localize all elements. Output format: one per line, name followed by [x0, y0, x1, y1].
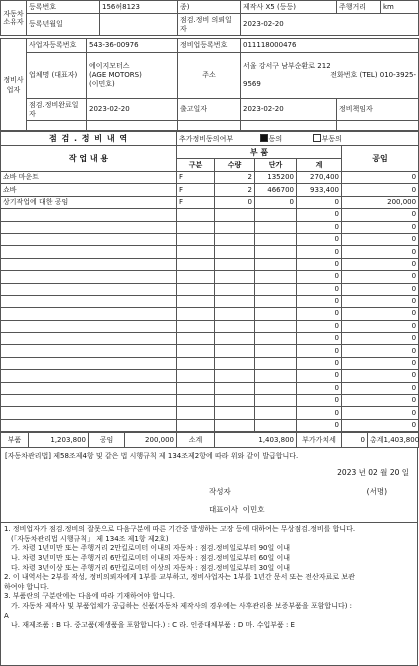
- vat-label: 부가가치세: [297, 433, 342, 448]
- cell-labor: 0: [342, 308, 419, 320]
- cell-qty: [215, 308, 255, 320]
- cell-qty: [215, 320, 255, 332]
- table-row: [1, 333, 419, 345]
- ceo-name: 이민호: [242, 505, 265, 515]
- note-line: A: [4, 611, 9, 620]
- writer-label: 작성자: [209, 487, 231, 497]
- company-name-en: (AGE MOTORS): [89, 70, 142, 79]
- cell-kind: [177, 295, 215, 307]
- cell-kind: [177, 382, 215, 394]
- cell-price: [255, 382, 297, 394]
- cell-price: [255, 370, 297, 382]
- reg-number-value: 156허8123: [100, 1, 178, 14]
- labor-total-value: 200,000: [125, 433, 177, 448]
- cell-price: 466700: [255, 184, 297, 196]
- cell-work: [1, 345, 177, 357]
- cell-price: 0: [255, 196, 297, 208]
- cell-qty: 0: [215, 196, 255, 208]
- biz-number-value: 543-36-00976: [87, 39, 178, 53]
- table-row: [1, 196, 419, 208]
- subtotal-value: 1,403,800: [215, 433, 297, 448]
- note-line: 2. 이 내역서는 2부를 작성, 정비의뢰자에게 1부를 교부하고, 정비사업자는 1부를 1년간 문서 또는 전산자료로 보관: [4, 573, 355, 582]
- details-title: 점 검 . 정 비 내 역: [1, 132, 177, 146]
- reg-date-value: [100, 14, 178, 36]
- shop-number-label: 정비업등록번호: [178, 39, 241, 53]
- cell-qty: [215, 271, 255, 283]
- cell-labor: 0: [342, 345, 419, 357]
- cell-labor: 0: [342, 382, 419, 394]
- cell-total: 0: [297, 370, 342, 382]
- table-row: [1, 357, 419, 369]
- grand-total-number: 1,403,800: [383, 435, 419, 444]
- cell-kind: F: [177, 184, 215, 196]
- parts-header: 부 품: [177, 146, 342, 159]
- cell-work: [1, 320, 177, 332]
- owner-label: 자동차 소유자: [1, 1, 27, 36]
- labor-total-label: 공임: [89, 433, 125, 448]
- cell-kind: [177, 233, 215, 245]
- maker-label: 제작사 X5 (등등): [241, 1, 337, 14]
- table-row: [1, 308, 419, 320]
- cell-kind: [177, 333, 215, 345]
- table-row: [1, 271, 419, 283]
- vehicle-info-table: [0, 0, 419, 36]
- note-line: 다. 차령 3년이상 또는 주행거리 6만킬로미터 이상의 자동차 : 점검.정비일로부터 30일 이내: [11, 563, 291, 572]
- cell-qty: 2: [215, 172, 255, 184]
- col-kind: 구분: [177, 159, 215, 172]
- cell-kind: F: [177, 172, 215, 184]
- extra-work-consent: [177, 132, 419, 146]
- cell-price: [255, 258, 297, 270]
- issue-block: [0, 448, 418, 523]
- vehicle-type-value: 종): [178, 1, 241, 14]
- cell-total: 0: [297, 246, 342, 258]
- cell-total: 0: [297, 345, 342, 357]
- cell-qty: [215, 345, 255, 357]
- cell-price: [255, 320, 297, 332]
- cell-kind: [177, 357, 215, 369]
- table-row: [1, 233, 419, 245]
- detail-rows: [1, 172, 419, 432]
- cell-labor: 0: [342, 209, 419, 221]
- note-line: 가. 자동차 제작사 및 부품업체가 공급하는 신품(자동차 제작사의 경우에는 사후관리용 보증부품을 포함합니다) :: [11, 601, 353, 610]
- completion-date-value: 2023-02-20: [87, 99, 178, 121]
- business-info-table: [0, 38, 419, 131]
- cell-price: [255, 283, 297, 295]
- cell-kind: [177, 221, 215, 233]
- completion-date-label: 점검.정비완료일자: [27, 99, 87, 121]
- cell-price: [255, 209, 297, 221]
- cell-kind: [177, 308, 215, 320]
- cell-qty: [215, 221, 255, 233]
- cell-labor: 0: [342, 258, 419, 270]
- cell-labor: 0: [342, 357, 419, 369]
- ceo-line: [209, 504, 265, 515]
- cell-labor: 0: [342, 370, 419, 382]
- table-row: [1, 395, 419, 407]
- table-row: [1, 370, 419, 382]
- note-line: 하여야 합니다.: [4, 582, 50, 591]
- cell-kind: [177, 370, 215, 382]
- table-row: [1, 184, 419, 196]
- table-row: [1, 221, 419, 233]
- table-row: [1, 407, 419, 419]
- cell-price: [255, 295, 297, 307]
- cell-kind: [177, 283, 215, 295]
- cell-total: 0: [297, 407, 342, 419]
- notes-block: [0, 523, 418, 666]
- cell-total: 0: [297, 395, 342, 407]
- table-row: [1, 382, 419, 394]
- ceo-label: 대표이사: [209, 505, 238, 515]
- cell-work: 쇼바: [1, 184, 177, 196]
- vat-value: 0: [342, 433, 368, 448]
- cell-total: 0: [297, 333, 342, 345]
- company-name-line: 에이지모터스: [89, 61, 130, 70]
- cell-kind: [177, 395, 215, 407]
- cell-total: 0: [297, 233, 342, 245]
- cell-work: [1, 283, 177, 295]
- table-row: [1, 419, 419, 431]
- cell-kind: [177, 345, 215, 357]
- cell-price: [255, 233, 297, 245]
- cell-qty: [215, 382, 255, 394]
- cell-price: [255, 345, 297, 357]
- cell-qty: [215, 233, 255, 245]
- cell-qty: [215, 246, 255, 258]
- cell-price: [255, 308, 297, 320]
- cell-total: 933,400: [297, 184, 342, 196]
- table-row: [1, 209, 419, 221]
- note-line: 나. 차령 3년미만 또는 주행거리 6만킬로미터 이내의 자동차 : 점검.정비일로부터 60일 이내: [11, 553, 291, 562]
- cell-labor: 0: [342, 233, 419, 245]
- cell-kind: [177, 209, 215, 221]
- work-header: 작 업 내 용: [1, 146, 177, 172]
- company-name-label: 업체명 (대표자): [27, 53, 87, 99]
- release-date-label: 출고일자: [178, 99, 241, 121]
- agree-label: 동의: [268, 134, 283, 143]
- cell-labor: 0: [342, 172, 419, 184]
- cell-labor: 0: [342, 295, 419, 307]
- cell-kind: [177, 271, 215, 283]
- subtotal-label: 소계: [177, 433, 215, 448]
- cell-total: 0: [297, 419, 342, 431]
- cell-labor: 0: [342, 271, 419, 283]
- cell-qty: [215, 419, 255, 431]
- cell-price: [255, 395, 297, 407]
- cell-price: [255, 357, 297, 369]
- cell-price: [255, 407, 297, 419]
- address-line: 서울 강서구 남부순환로 212: [243, 61, 331, 70]
- parts-total-label: 부품: [1, 433, 29, 448]
- cell-work: [1, 370, 177, 382]
- biz-number-label: 사업자등록번호: [27, 39, 87, 53]
- table-row: [1, 295, 419, 307]
- cell-qty: [215, 209, 255, 221]
- details-table: [0, 131, 419, 432]
- cell-labor: 0: [342, 333, 419, 345]
- cell-total: 0: [297, 320, 342, 332]
- cell-work: [1, 271, 177, 283]
- totals-table: [0, 432, 419, 448]
- cell-total: 0: [297, 196, 342, 208]
- labor-header: 공임: [342, 146, 419, 172]
- business-section-label: 정비사업자: [1, 39, 27, 131]
- cell-total: 0: [297, 308, 342, 320]
- note-line: 나. 재제조품 : B 다. 중고품(재생품을 포함합니다.) : C 라. 인증대체부품 : D 마. 수입부품 : E: [11, 621, 295, 630]
- table-row: [1, 172, 419, 184]
- cell-kind: [177, 246, 215, 258]
- cell-work: 쇼바 마운트: [1, 172, 177, 184]
- cell-labor: 0: [342, 246, 419, 258]
- table-row: [1, 246, 419, 258]
- cell-work: [1, 221, 177, 233]
- note-line: (「자동차관리법 시행규칙」 제 134조 제1항 제2호): [11, 534, 169, 543]
- cell-kind: [177, 258, 215, 270]
- mileage-unit: km: [381, 1, 419, 14]
- cell-qty: 2: [215, 184, 255, 196]
- reg-number-label: 등록번호: [27, 1, 100, 14]
- note-line: 3. 부품란의 구분란에는 다음에 따라 기재하여야 합니다.: [4, 592, 176, 601]
- cell-work: 상기작업에 대한 공임: [1, 196, 177, 208]
- cell-qty: [215, 395, 255, 407]
- agree-checkbox[interactable]: [260, 134, 268, 142]
- issue-statement: [자동차관리법] 제58조제4항 및 같은 법 시행규칙 제 134조제2항에 따라 위와 같이 발급합니다.: [5, 452, 299, 461]
- cell-price: [255, 419, 297, 431]
- cell-kind: F: [177, 196, 215, 208]
- cell-total: 0: [297, 258, 342, 270]
- cell-price: [255, 246, 297, 258]
- cell-price: [255, 271, 297, 283]
- cell-labor: 0: [342, 221, 419, 233]
- cell-labor: 0: [342, 283, 419, 295]
- cell-price: 135200: [255, 172, 297, 184]
- cell-labor: 200,000: [342, 196, 419, 208]
- cell-qty: [215, 295, 255, 307]
- inspect-date-value: 2023-02-20: [241, 14, 419, 36]
- cell-qty: [215, 370, 255, 382]
- cell-qty: [215, 333, 255, 345]
- writer-sign: (서명): [366, 487, 387, 497]
- cell-total: 0: [297, 221, 342, 233]
- cell-labor: 0: [342, 320, 419, 332]
- cell-work: [1, 233, 177, 245]
- cell-work: [1, 357, 177, 369]
- disagree-label: 부동의: [321, 134, 342, 143]
- cell-kind: [177, 419, 215, 431]
- cell-kind: [177, 320, 215, 332]
- cell-work: [1, 382, 177, 394]
- cell-price: [255, 333, 297, 345]
- cell-work: [1, 419, 177, 431]
- table-row: [1, 345, 419, 357]
- cell-qty: [215, 407, 255, 419]
- col-price: 단가: [255, 159, 297, 172]
- cell-work: [1, 395, 177, 407]
- cell-total: 0: [297, 382, 342, 394]
- cell-labor: 0: [342, 419, 419, 431]
- manager-value: [337, 121, 419, 131]
- cell-qty: [215, 283, 255, 295]
- parts-total-value: 1,203,800: [29, 433, 89, 448]
- table-row: [1, 320, 419, 332]
- cell-total: 0: [297, 295, 342, 307]
- cell-labor: 0: [342, 395, 419, 407]
- note-line: 가. 차령 1년미만 또는 주행거리 2만킬로미터 이내의 자동차 : 점검.정비일로부터 90일 이내: [11, 544, 291, 553]
- note-line: 1. 정비업자가 점검.정비의 잘못으로 다음구분에 따른 기간중 발생하는 고장 등에 대하여는 무상점검.정비를 합니다.: [4, 525, 356, 534]
- issue-date: 2023 년 02 월 20 일: [337, 468, 409, 478]
- mileage-label: 주행거리: [337, 1, 381, 14]
- cell-work: [1, 407, 177, 419]
- cell-labor: 0: [342, 407, 419, 419]
- phone-line-rest: 9569: [243, 80, 261, 89]
- cell-work: [1, 246, 177, 258]
- shop-number-value: 011118000476: [241, 39, 419, 53]
- grand-total-label: 총계: [370, 435, 384, 444]
- cell-price: [255, 221, 297, 233]
- cell-work: [1, 258, 177, 270]
- cell-total: 270,400: [297, 172, 342, 184]
- disagree-checkbox[interactable]: [313, 134, 321, 142]
- inspect-date-label: 점검.정비 의뢰일자: [178, 14, 241, 36]
- cell-qty: [215, 357, 255, 369]
- cell-qty: [215, 258, 255, 270]
- company-name-value: [87, 53, 178, 99]
- cell-work: [1, 209, 177, 221]
- cell-labor: 0: [342, 184, 419, 196]
- grand-total-value: [368, 433, 419, 448]
- cell-work: [1, 333, 177, 345]
- address-label: 주소: [178, 53, 241, 99]
- cell-total: 0: [297, 357, 342, 369]
- col-qty: 수량: [215, 159, 255, 172]
- col-total: 계: [297, 159, 342, 172]
- cell-total: 0: [297, 283, 342, 295]
- manager-label: 정비책임자: [337, 99, 419, 121]
- release-date-value: 2023-02-20: [241, 99, 337, 121]
- company-ceo: (이민호): [89, 80, 115, 89]
- table-row: [1, 258, 419, 270]
- reg-date-label: 등록년월일: [27, 14, 100, 36]
- cell-work: [1, 295, 177, 307]
- cell-work: [1, 308, 177, 320]
- extra-work-label: 추가정비동의여부: [179, 134, 234, 143]
- phone-line: 전화번호 (TEL) 010-3925-: [330, 70, 417, 79]
- table-row: [1, 283, 419, 295]
- cell-kind: [177, 407, 215, 419]
- address-value: [241, 53, 419, 99]
- cell-total: 0: [297, 209, 342, 221]
- cell-total: 0: [297, 271, 342, 283]
